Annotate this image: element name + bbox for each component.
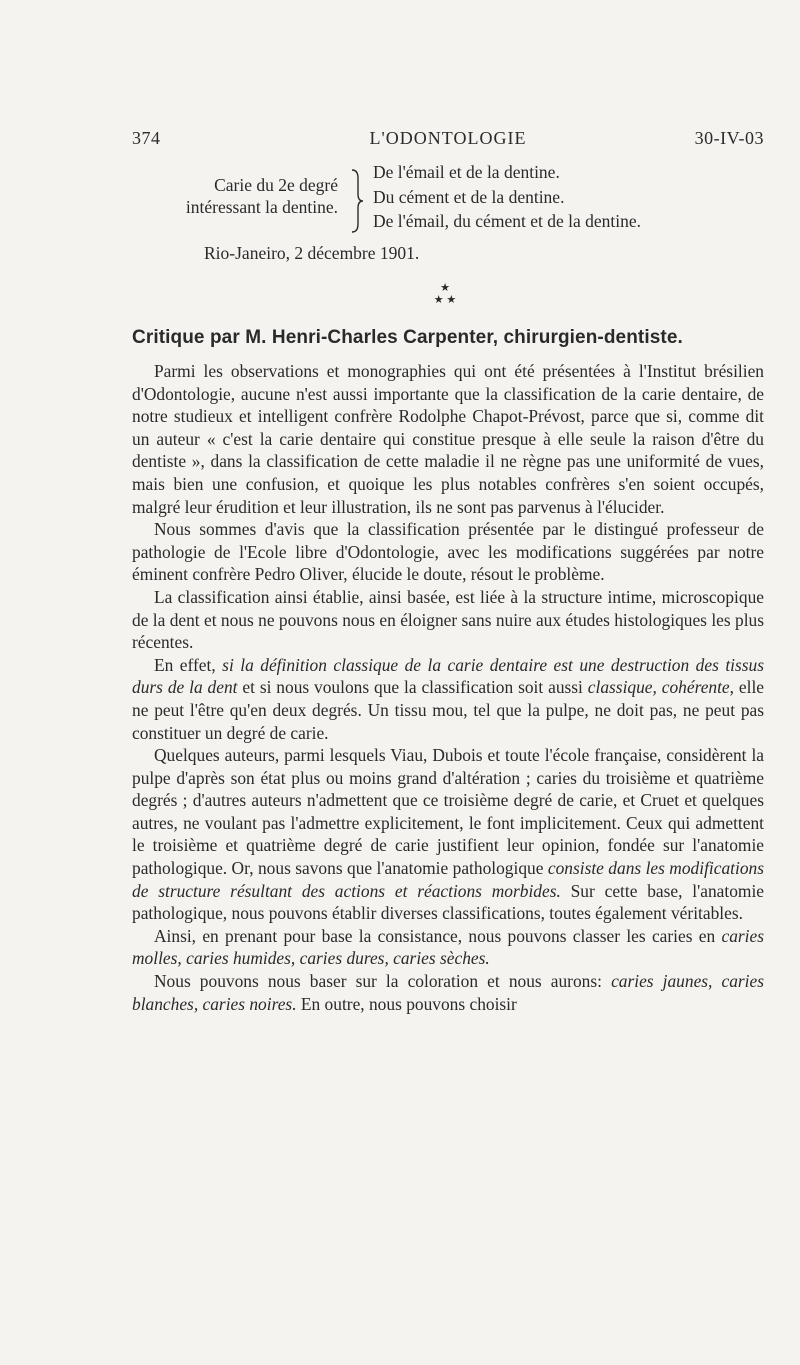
italic-text: si la définition classique de la carie dentaire est une destruction des tissus durs de la dent — [132, 654, 764, 698]
brace-items — [373, 160, 641, 234]
section-heading: Critique par M. Henri-Charles Carpenter, chirurgien-dentiste. — [132, 327, 683, 348]
brace-label-line1: Carie du 2e degré — [214, 175, 338, 195]
paragraph: Nous sommes d'avis que la classification présentée par le distingué professeur de pathologie de l'Ecole libre d'Odontologie, avec les modifications suggérées par notre éminent confrère Pedro Oliver, élucide le doute, résout le problème. — [132, 519, 764, 585]
asterism-divider: ★ ★ ★ — [433, 282, 457, 306]
brace-item: Du cément et de la dentine. — [373, 186, 565, 207]
italic-text: classique, cohérente — [587, 677, 730, 698]
paragraph: Ainsi, en prenant pour base la consistance, nous pouvons classer les caries en caries molles, caries humides, caries dures, caries sèches. — [132, 925, 764, 969]
brace-item: De l'émail, du cément et de la dentine. — [373, 211, 641, 231]
paragraph: Parmi les observations et monographies qui ont été présentées à l'Institut brésilien d'Odontologie, aucune n'est aussi importante que la classification de la carie dentaire, de notre studieux et intelligent confrère Rodolphe Chapot-Prévost, parce que si, comme dit un auteur « c'est la carie dentaire qui constitue presque à elle seule la raison d'être du dentiste », dans la classification de cette maladie il ne règne pas une uniformité de vues, mais bien une confusion, et quoique les plus notables confrères s'en soient occupés, malgré leur érudition et leur illustration, ils ne sont pas parvenus à l'élucider. — [132, 361, 764, 517]
paragraph: La classification ainsi établie, ainsi basée, est liée à la structure intime, microscopique de la dent et nous ne pouvons nous en éloigner sans nuire aux études histologiques les plus récentes. — [132, 586, 764, 653]
brace-label — [130, 174, 338, 218]
place-date-signature: Rio-Janeiro, 2 décembre 1901. — [204, 243, 420, 263]
brace-label-line2: intéressant la dentine. — [185, 197, 338, 217]
paragraph: Quelques auteurs, parmi lesquels Viau, Dubois et toute l'école française, considèrent la pulpe d'après son état plus ou moins grand d'altération ; caries du troisième et quatrième degrés ; d'autres auteurs n'admettent que ce troisième degré de carie, et Cruet et quelques autres, ne voulant pas l'admettre explicitement, le font implicitement. Ceux qui admettent le troisième et quatrième degré de carie justifient leur opinion, fondée sur l'anatomie pathologique. Or, nous savons que l'anatomie pathologique consiste dans les modifications de structure résultant des actions et réactions morbides. Sur cette base, l'anatomie pathologique, nous pouvons établir diverses classifications, toutes également véritables. — [132, 745, 764, 924]
paragraph: Nous pouvons nous baser sur la coloration et nous aurons: caries jaunes, caries blanches, caries noires. En outre, nous pouvons choisir — [132, 971, 765, 1014]
running-header — [132, 128, 764, 154]
paragraph: En effet, si la définition classique de la carie dentaire est une destruction des tissus durs de la dent et si nous voulons que la classification soit aussi classique, cohérente, elle ne peut l'être qu'en deux degrés. Un tissu mou, tel que la pulpe, ne doit pas, ne peut pas constituer un degré de carie. — [132, 654, 764, 743]
article-body — [132, 360, 764, 1015]
page-number: 374 — [132, 128, 161, 148]
classification-brace — [130, 160, 770, 240]
curly-brace-icon — [348, 168, 364, 234]
italic-text: caries molles, caries humides, caries dures, caries sèches. — [132, 925, 764, 969]
italic-text: consiste dans les modifications de structure résultant des actions et réactions morbides. — [132, 858, 764, 901]
journal-title: L'ODONTOLOGIE — [369, 128, 527, 148]
brace-item: De l'émail et de la dentine. — [373, 162, 560, 182]
italic-text: caries jaunes, caries blanches, caries noires. — [132, 971, 765, 1014]
issue-date: 30-IV-03 — [694, 128, 764, 148]
